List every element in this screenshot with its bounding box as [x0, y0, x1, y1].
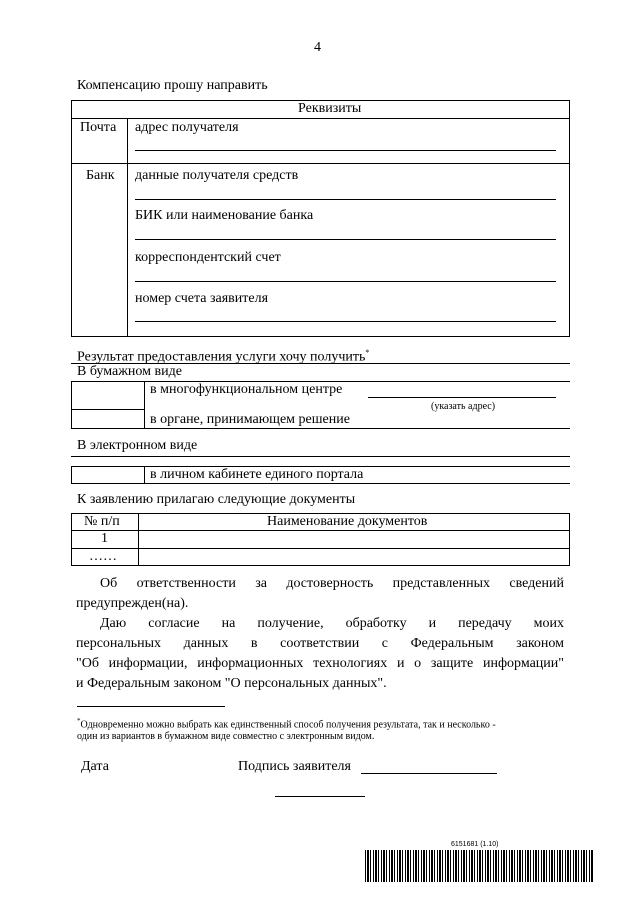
portal-checkbox[interactable]: [71, 466, 145, 484]
document-name-field[interactable]: [139, 531, 569, 547]
footnote-separator: [77, 706, 225, 707]
documents-col-name: Наименование документов: [267, 514, 428, 529]
mfc-checkbox[interactable]: [71, 381, 145, 410]
bank-label: Банк: [86, 168, 115, 183]
compensation-heading: Компенсацию прошу направить: [77, 78, 268, 93]
consent-statement: Даю согласие на получение, обработку и передачу моих персональных данных в соответствии с Федеральным законом "Об информации, информационных технологиях и о защите информации" и Федеральным законом "О персональных данных".: [76, 616, 564, 691]
documents-row-num: 1: [101, 531, 108, 546]
post-label: Почта: [80, 120, 117, 135]
documents-heading: К заявлению прилагаю следующие документы: [77, 492, 356, 507]
recipient-data-field[interactable]: [135, 199, 556, 200]
corr-account-label: корреспондентский счет: [135, 250, 281, 265]
corr-account-field[interactable]: [135, 281, 556, 282]
account-number-field[interactable]: [135, 321, 556, 322]
authority-checkbox[interactable]: [71, 409, 145, 429]
option-mfc-label: в многофункциональном центре: [150, 382, 343, 397]
responsibility-statement: Об ответственности за достоверность представленных сведений предупрежден(на).: [76, 576, 564, 611]
signature-label: Подпись заявителя: [238, 759, 351, 774]
barcode: [365, 850, 593, 882]
mfc-address-field[interactable]: [368, 397, 556, 398]
post-address-label: адрес получателя: [135, 120, 239, 135]
account-number-label: номер счета заявителя: [135, 291, 269, 306]
document-name-field[interactable]: [139, 549, 569, 565]
recipient-data-label: данные получателя средств: [135, 168, 299, 183]
footnote: *Одновременно можно выбрать как единственный способ получения результата, так и несколько - один из вариантов в бумажном виде совместно с электронным видом.: [77, 717, 496, 743]
bik-field[interactable]: [135, 239, 556, 240]
page-number: 4: [314, 40, 321, 55]
address-hint: (указать адрес): [431, 401, 496, 412]
documents-col-num: № п/п: [84, 514, 120, 529]
paper-heading: В бумажном виде: [77, 364, 182, 379]
bik-label: БИК или наименование банка: [135, 208, 314, 223]
barcode-number: 6151681 (1.10): [451, 841, 499, 848]
signature-field[interactable]: [361, 773, 497, 774]
option-portal-label: в личном кабинете единого портала: [150, 467, 364, 482]
date-field[interactable]: [275, 796, 365, 797]
requisites-header: Реквизиты: [298, 101, 362, 116]
post-address-field[interactable]: [135, 150, 556, 151]
documents-row-num: ……: [89, 549, 117, 564]
result-heading: Результат предоставления услуги хочу получить*: [77, 348, 370, 365]
electronic-heading: В электронном виде: [77, 438, 198, 453]
option-authority-label: в органе, принимающем решение: [150, 412, 350, 427]
date-label: Дата: [81, 759, 109, 774]
